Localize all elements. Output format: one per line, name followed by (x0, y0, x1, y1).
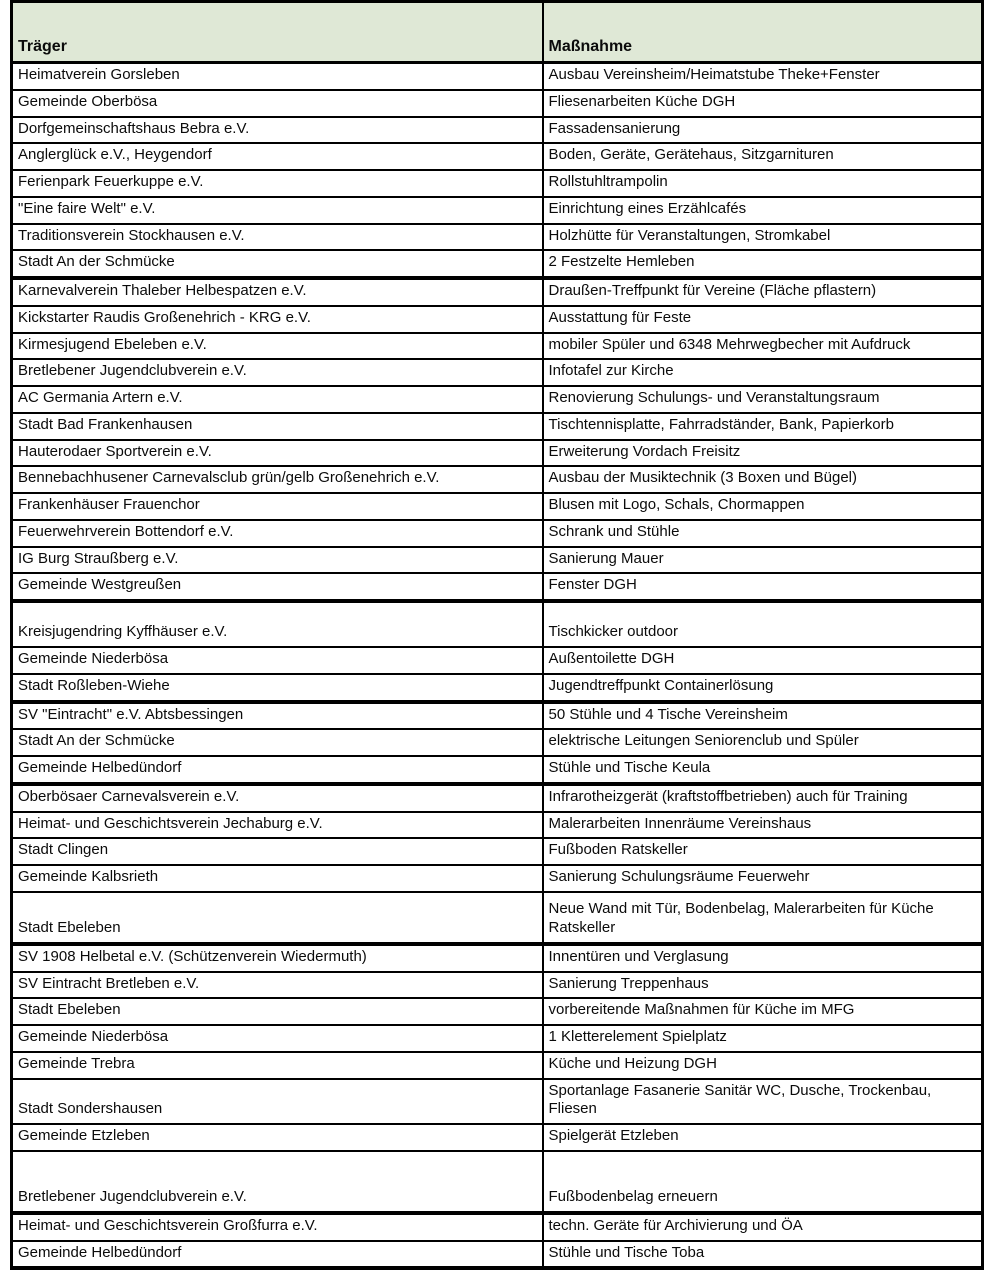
table-row (12, 702, 983, 730)
traeger-cell: Gemeinde Westgreußen (12, 573, 543, 601)
table-row (12, 1151, 983, 1213)
funding-table (10, 0, 984, 1270)
massnahme-cell: Jugendtreffpunkt Containerlösung (543, 674, 983, 702)
massnahme-cell: Erweiterung Vordach Freisitz (543, 440, 983, 467)
massnahme-cell: Fassadensanierung (543, 117, 983, 144)
massnahme-cell: Rollstuhltrampolin (543, 170, 983, 197)
table-row (12, 224, 983, 251)
traeger-cell: Heimat- und Geschichtsverein Großfurra e.V. (12, 1213, 543, 1241)
table-row (12, 1213, 983, 1241)
traeger-cell: Heimat- und Geschichtsverein Jechaburg e.V. (12, 812, 543, 839)
massnahme-cell: Blusen mit Logo, Schals, Chormappen (543, 493, 983, 520)
traeger-cell: Stadt Sondershausen (12, 1079, 543, 1125)
massnahme-cell: Fliesenarbeiten Küche DGH (543, 90, 983, 117)
traeger-cell: Karnevalverein Thaleber Helbespatzen e.V. (12, 278, 543, 306)
massnahme-cell: Fenster DGH (543, 573, 983, 601)
table-row (12, 1079, 983, 1125)
traeger-cell: Stadt Clingen (12, 838, 543, 865)
table-row (12, 386, 983, 413)
header-row (12, 2, 983, 63)
table-row (12, 359, 983, 386)
massnahme-cell: Ausbau der Musiktechnik (3 Boxen und Bügel) (543, 466, 983, 493)
table-row (12, 466, 983, 493)
table-row (12, 674, 983, 702)
table-row (12, 573, 983, 601)
table-row (12, 63, 983, 90)
table-row (12, 1241, 983, 1269)
traeger-cell: SV "Eintracht" e.V. Abtsbessingen (12, 702, 543, 730)
massnahme-cell: 1 Kletterelement Spielplatz (543, 1025, 983, 1052)
table-row (12, 1124, 983, 1151)
massnahme-cell: Stühle und Tische Toba (543, 1241, 983, 1269)
table-row (12, 493, 983, 520)
massnahme-cell: Malerarbeiten Innenräume Vereinshaus (543, 812, 983, 839)
table-row (12, 440, 983, 467)
massnahme-cell: Infotafel zur Kirche (543, 359, 983, 386)
traeger-cell: Frankenhäuser Frauenchor (12, 493, 543, 520)
traeger-cell: Gemeinde Helbedündorf (12, 1241, 543, 1269)
table-row (12, 812, 983, 839)
massnahme-cell: Sportanlage Fasanerie Sanitär WC, Dusche, Trockenbau, Fliesen (543, 1079, 983, 1125)
massnahme-cell: Spielgerät Etzleben (543, 1124, 983, 1151)
traeger-cell: Gemeinde Niederbösa (12, 647, 543, 674)
table-row (12, 838, 983, 865)
table-row (12, 197, 983, 224)
massnahme-cell: Sanierung Treppenhaus (543, 972, 983, 999)
table-row (12, 784, 983, 812)
massnahme-cell: Neue Wand mit Tür, Bodenbelag, Malerarbeiten für Küche Ratskeller (543, 892, 983, 944)
table-row (12, 972, 983, 999)
massnahme-cell: Fußbodenbelag erneuern (543, 1151, 983, 1213)
table-row (12, 143, 983, 170)
massnahme-cell: 50 Stühle und 4 Tische Vereinsheim (543, 702, 983, 730)
traeger-cell: Gemeinde Oberbösa (12, 90, 543, 117)
table-row (12, 333, 983, 360)
traeger-cell: Stadt An der Schmücke (12, 250, 543, 278)
massnahme-cell: Draußen-Treffpunkt für Vereine (Fläche pflastern) (543, 278, 983, 306)
traeger-cell: Gemeinde Kalbsrieth (12, 865, 543, 892)
massnahme-cell: vorbereitende Maßnahmen für Küche im MFG (543, 998, 983, 1025)
massnahme-cell: mobiler Spüler und 6348 Mehrwegbecher mit Aufdruck (543, 333, 983, 360)
table-row (12, 90, 983, 117)
table-row (12, 865, 983, 892)
traeger-cell: IG Burg Straußberg e.V. (12, 547, 543, 574)
traeger-cell: Stadt Bad Frankenhausen (12, 413, 543, 440)
traeger-cell: Bennebachhusener Carnevalsclub grün/gelb Großenehrich e.V. (12, 466, 543, 493)
massnahme-cell: Holzhütte für Veranstaltungen, Stromkabel (543, 224, 983, 251)
table-row (12, 601, 983, 647)
traeger-cell: Kirmesjugend Ebeleben e.V. (12, 333, 543, 360)
traeger-cell: Stadt An der Schmücke (12, 729, 543, 756)
massnahme-cell: Innentüren und Verglasung (543, 944, 983, 972)
massnahme-cell: Ausstattung für Feste (543, 306, 983, 333)
table-row (12, 756, 983, 784)
massnahme-cell: elektrische Leitungen Seniorenclub und Spüler (543, 729, 983, 756)
traeger-cell: Oberbösaer Carnevalsverein e.V. (12, 784, 543, 812)
traeger-cell: Gemeinde Helbedündorf (12, 756, 543, 784)
traeger-cell: Stadt Roßleben-Wiehe (12, 674, 543, 702)
traeger-cell: Hauterodaer Sportverein e.V. (12, 440, 543, 467)
table-row (12, 1025, 983, 1052)
table-row (12, 547, 983, 574)
table-row (12, 647, 983, 674)
massnahme-cell: Renovierung Schulungs- und Veranstaltungsraum (543, 386, 983, 413)
massnahme-cell: 2 Festzelte Hemleben (543, 250, 983, 278)
traeger-cell: Stadt Ebeleben (12, 998, 543, 1025)
table-row (12, 117, 983, 144)
traeger-cell: Gemeinde Niederbösa (12, 1025, 543, 1052)
traeger-cell: AC Germania Artern e.V. (12, 386, 543, 413)
traeger-cell: Ferienpark Feuerkuppe e.V. (12, 170, 543, 197)
table-row (12, 944, 983, 972)
massnahme-cell: Tischkicker outdoor (543, 601, 983, 647)
massnahme-cell: Küche und Heizung DGH (543, 1052, 983, 1079)
column-header-traeger: Träger (12, 2, 543, 63)
traeger-cell: Bretlebener Jugendclubverein e.V. (12, 1151, 543, 1213)
traeger-cell: Bretlebener Jugendclubverein e.V. (12, 359, 543, 386)
table-row (12, 998, 983, 1025)
table-row (12, 170, 983, 197)
traeger-cell: Heimatverein Gorsleben (12, 63, 543, 90)
table-row (12, 1052, 983, 1079)
traeger-cell: "Eine faire Welt" e.V. (12, 197, 543, 224)
traeger-cell: Kickstarter Raudis Großenehrich - KRG e.V. (12, 306, 543, 333)
traeger-cell: Feuerwehrverein Bottendorf e.V. (12, 520, 543, 547)
massnahme-cell: Sanierung Mauer (543, 547, 983, 574)
massnahme-cell: Einrichtung eines Erzählcafés (543, 197, 983, 224)
table-row (12, 306, 983, 333)
column-header-massnahme: Maßnahme (543, 2, 983, 63)
traeger-cell: Anglerglück e.V., Heygendorf (12, 143, 543, 170)
massnahme-cell: Ausbau Vereinsheim/Heimatstube Theke+Fenster (543, 63, 983, 90)
massnahme-cell: techn. Geräte für Archivierung und ÖA (543, 1213, 983, 1241)
massnahme-cell: Infrarotheizgerät (kraftstoffbetrieben) auch für Training (543, 784, 983, 812)
table-row (12, 729, 983, 756)
massnahme-cell: Sanierung Schulungsräume Feuerwehr (543, 865, 983, 892)
traeger-cell: Gemeinde Etzleben (12, 1124, 543, 1151)
massnahme-cell: Boden, Geräte, Gerätehaus, Sitzgarnituren (543, 143, 983, 170)
massnahme-cell: Schrank und Stühle (543, 520, 983, 547)
table-row (12, 413, 983, 440)
table-row (12, 892, 983, 944)
massnahme-cell: Stühle und Tische Keula (543, 756, 983, 784)
traeger-cell: Kreisjugendring Kyffhäuser e.V. (12, 601, 543, 647)
massnahme-cell: Tischtennisplatte, Fahrradständer, Bank, Papierkorb (543, 413, 983, 440)
traeger-cell: Gemeinde Trebra (12, 1052, 543, 1079)
table-row (12, 520, 983, 547)
table-row (12, 278, 983, 306)
table-body (12, 63, 983, 1269)
traeger-cell: Stadt Ebeleben (12, 892, 543, 944)
traeger-cell: SV Eintracht Bretleben e.V. (12, 972, 543, 999)
traeger-cell: SV 1908 Helbetal e.V. (Schützenverein Wiedermuth) (12, 944, 543, 972)
table-row (12, 250, 983, 278)
massnahme-cell: Fußboden Ratskeller (543, 838, 983, 865)
traeger-cell: Dorfgemeinschaftshaus Bebra e.V. (12, 117, 543, 144)
massnahme-cell: Außentoilette DGH (543, 647, 983, 674)
traeger-cell: Traditionsverein Stockhausen e.V. (12, 224, 543, 251)
